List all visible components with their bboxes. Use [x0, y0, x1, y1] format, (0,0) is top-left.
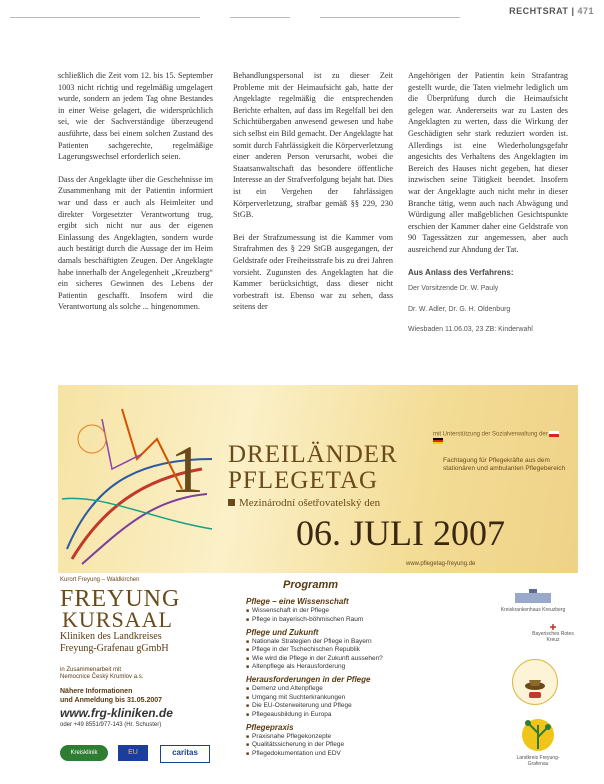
ad-web-small[interactable]: www.pflegetag-freyung.de: [406, 561, 476, 567]
paragraph: Behandlungspersonal ist zu dieser Zeit Probleme mit der Heimaufsicht gab, hatte der Angeklagte regelmäßig die entsprechenden Berichte erhalten, auf dass im Regelfall bei den Schichtübergaben anwesend gewesen und habe sich selbst ein Bild gemacht. Der Angeklagte hat somit durch Fahrlässigkeit die Körperverletzung einer anderen Person verursacht, wobei die Staatsanwaltschaft das besondere öffentliche Interesse an der Strafverfolgung bejaht hat. Dies ist ein Vergehen der fahrlässigen Körperverletzung, strafbar gemäß §§ 229, 230 StGB.: [233, 71, 393, 220]
paragraph: Dass der Angeklagte über die Geschehnisse im Zusammenhang mit der Patientin informiert war und dass er auch als Heimleiter und direkter Vorgesetzter Verantwortung trug, ergibt sich nicht nur aus der eigenen Einlassung des Angeklagten, sondern wurde auch bestätigt durch die Aussage der im Heim damals beschäftigten Zeugen. Der Angeklagte habe innerhalb der Angelegenheit „Kreuzberg“ ein sicheres Gewinnen des Lebens der Patientin geschafft. Insofern wird die Verantwortung als solche ... hingenommen.: [58, 174, 213, 312]
flags-caption-text: mit Unterstützung der Sozialverwaltung der: [433, 431, 548, 438]
bio-title: Aus Anlass des Verfahrens:: [408, 267, 514, 277]
info-line: Nähere Informationen: [60, 688, 133, 695]
program-item: ■ Pflegedokumentation und EDV: [246, 750, 486, 758]
brk-logo: [528, 625, 578, 643]
district-logo-text: Landkreis Freyung-Grafenau: [516, 755, 560, 767]
header-rule: [10, 17, 200, 18]
info-block: [60, 688, 162, 705]
partner-line: Nemocnice Český Krumlov a.s.: [60, 674, 144, 680]
program-item: ■ Wissenschaft in der Pflege: [246, 607, 486, 615]
flag-icon: [549, 431, 559, 437]
lamp-icon: [513, 660, 557, 704]
header-rule: [230, 17, 290, 18]
telephone: oder +49 8551/977-143 (Hr. Schuster): [60, 722, 162, 728]
bio-line: Dr. W. Adler, Dr. G. H. Oldenburg: [408, 305, 511, 313]
ad-flags: [433, 431, 573, 444]
ad-title-line-1: DREILÄNDER: [228, 441, 398, 468]
ad-subtitle-text: Mezinárodní ošetřovatelský den: [239, 497, 381, 509]
brk-logo-text: Bayerisches Rotes Kreuz: [532, 631, 574, 643]
paragraph: Bei der Strafzumessung ist die Kammer vom Strafrahmen des § 229 StGB ausgegangen, der Geldstrafe oder Freiheitsstrafe bis zu drei Jahren vorsieht. Zugunsten des Angeklagten hat die Kammer berücksichtigt, dass dieser nicht vorbestraft ist. Ebenso war zu sehen, dass seitens der: [233, 232, 393, 312]
program-section-title: Pflegepraxis: [246, 722, 294, 732]
sponsor-logos: [60, 745, 240, 765]
partner-block: [60, 667, 143, 681]
page-header: [0, 4, 604, 20]
square-bullet-icon: [228, 499, 235, 506]
ad-title-line-2: PFLEGETAG: [228, 467, 379, 494]
article-column-3: [408, 70, 568, 346]
program-item: ■ Pflege in bayerisch-böhmischen Raum: [246, 616, 486, 624]
hospital-logo: [498, 589, 568, 613]
bio-line: Der Vorsitzende Dr. W. Pauly: [408, 285, 499, 293]
ad-big-number: 1: [170, 431, 204, 507]
program-item: ■ Qualitätssicherung in der Pflege: [246, 741, 486, 749]
flag-icon: [433, 438, 443, 444]
building-icon: [513, 589, 553, 605]
header-rule: [320, 17, 460, 18]
program-section-title: Pflege – eine Wissenschaft: [246, 597, 349, 606]
freyung-logo: FREYUNG: [60, 586, 181, 612]
partner-line: in Zusammenarbeit mit: [60, 667, 122, 673]
article-body: [58, 70, 578, 390]
program-item: ■ Die EU-Osterweiterung und Pflege: [246, 702, 486, 710]
program-section-title: Herausforderungen in der Pflege: [246, 675, 371, 684]
kliniken-line: Kliniken des Landkreises: [60, 631, 162, 642]
caritas-logo: caritas: [160, 745, 210, 763]
section-name: RECHTSRAT: [509, 6, 569, 16]
header-section: RECHTSRAT | 471: [509, 6, 594, 16]
bio-line: Wiesbaden 11.06.03, 23 ZB: Kinderwahl: [408, 326, 533, 334]
flags-caption: [433, 431, 573, 444]
program-section-title: Pflege und Zukunft: [246, 627, 319, 637]
plant-icon: [518, 713, 558, 753]
ad-subtitle: [228, 497, 380, 509]
program-list: [246, 593, 486, 758]
paragraph: schließlich die Zeit vom 12. bis 15. September 1003 nicht richtig und regelmäßig umgelagert wurde, sondern an jedem Tag ohne Bestandes in einer Weise gelagert, die widersprüchlich sei, wie der Sachverständige überzeugend ausführte, dass bei einem solchen Zustand des Patienten sachgerechte, regelmäßige Lagerungswechsel erforderlich seien.: [58, 71, 213, 162]
district-logo: [508, 713, 568, 767]
page-number: 471: [577, 6, 594, 16]
article-column-1: [58, 70, 213, 324]
hospital-logo-text: Kreiskrankenhaus Kreuzberg: [500, 607, 566, 613]
eu-flag-logo: EU: [118, 745, 148, 761]
cross-icon: ✚: [549, 623, 557, 632]
info-line: und Anmeldung bis 31.05.2007: [60, 696, 163, 704]
program-item: ■ Demenz und Altenpflege: [246, 685, 486, 693]
ad-banner: [58, 385, 578, 573]
kliniken-line: Freyung-Grafenau gGmbH: [60, 642, 169, 654]
program-item: ■ Altenpflege als Herausforderung: [246, 663, 486, 671]
ad-date: 06. JULI 2007: [296, 513, 505, 553]
advertisement: [58, 385, 578, 784]
kurort-label: Kurort Freyung – Waldkirchen: [60, 577, 140, 583]
program-item: ■ Nationale Strategien der Pflege in Bayern: [246, 638, 486, 646]
program-item: ■ Wie wird die Pflege in der Zukunft aussehen?: [246, 655, 486, 663]
round-seal-logo: [512, 659, 558, 705]
paragraph: Angehörigen der Patientin kein Strafantrag gestellt wurde, die Taten vielmehr lediglich um die Überprüfung durch die Heimaufsicht gelegen war. Andererseits war zu Lasten des Angeklagten zu werten, dass die Wirkung der Geschädigten sehr stark reduziert worden ist. Allerdings ist eine Wiederholungsgefahr angesichts des Verhaltens des Angeklagten im Bereich des Hauses nicht gegeben, hat dieser inzwischen seine Tätigkeit beendet. Insofern war der Angeklagte auch nicht mehr in dieser Branche tätig, wenn auch nach Abwägung und Würdigung aller maßgeblichen Gesichtspunkte erschien der Kammer daher eine Geldstrafe von 90 Tagessätzen zur angemessen, aber auch ausreichend zur Ahndung der Tat.: [408, 71, 568, 254]
kursaal-logo: KURSAAL: [62, 607, 173, 632]
ad-lower: [58, 573, 578, 784]
kliniken-block: [60, 631, 169, 654]
program-item: ■ Pflege in der Tschechischen Republik: [246, 646, 486, 654]
program-item: ■ Umgang mit Suchterkrankungen: [246, 694, 486, 702]
ad-side-text: Fachtagung für Pflegekräfte aus dem stationären und ambulanten Pflegebereich: [443, 457, 566, 472]
clinic-logo: Kreisklinik: [60, 745, 108, 761]
program-item: ■ Pflegeausbildung in Europa: [246, 711, 486, 719]
program-title: Programm: [283, 579, 339, 591]
article-column-2: [233, 70, 393, 324]
program-item: ■ Praxisnahe Pflegekonzepte: [246, 733, 486, 741]
website-link[interactable]: www.frg-kliniken.de: [60, 706, 173, 720]
